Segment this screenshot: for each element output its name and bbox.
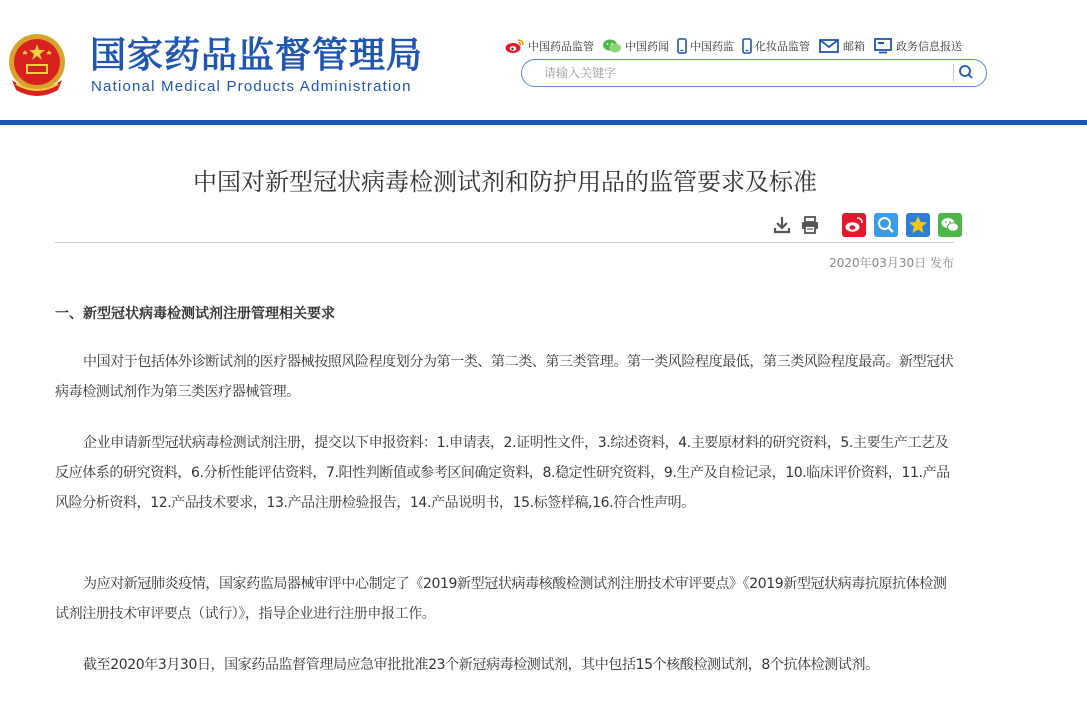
- download-button[interactable]: [772, 215, 792, 235]
- top-link-label: 中国药闻: [625, 40, 669, 53]
- share-wechat-button[interactable]: [938, 213, 962, 237]
- title-divider: [55, 242, 954, 243]
- qzone-share-icon: [874, 213, 898, 237]
- article-title: 中国对新型冠状病毒检测试剂和防护用品的监管要求及标准: [193, 168, 817, 196]
- top-link-mail[interactable]: [818, 38, 865, 54]
- section-heading: 一、新型冠状病毒检测试剂注册管理相关要求: [55, 306, 335, 322]
- share-weibo-button[interactable]: [842, 213, 866, 237]
- top-link-mobile-2[interactable]: [742, 38, 810, 54]
- weibo-icon: [505, 38, 525, 54]
- search-button[interactable]: [953, 64, 978, 82]
- search-input[interactable]: [544, 65, 944, 81]
- site-logo-subtitle: National Medical Products Administration: [91, 78, 412, 95]
- article-paragraph: 中国对于包括体外诊断试剂的医疗器械按照风险程度划分为第一类、第二类、第三类管理。第一类风险程度最低，第三类风险程度最高。新型冠状病毒检测试剂作为第三类医疗器械管理。: [55, 354, 954, 400]
- top-link-label: 政务信息报送: [896, 40, 962, 53]
- top-link-wechat[interactable]: [602, 38, 669, 54]
- publish-date: 2020年03月30日 发布: [829, 256, 954, 270]
- mail-icon: [818, 38, 840, 54]
- top-link-mobile-1[interactable]: [677, 38, 734, 54]
- mobile-icon: [677, 38, 687, 54]
- article-paragraph: 截至2020年3月30日，国家药品监督管理局应急审批批准23个新冠病毒检测试剂，其中包括15个核酸检测试剂，8个抗体检测试剂。: [83, 657, 879, 673]
- header-divider: [0, 120, 1087, 125]
- site-header: [0, 0, 1087, 120]
- article-toolbar: [772, 212, 970, 238]
- site-logo-title[interactable]: 国家药品监督管理局: [90, 35, 424, 76]
- top-link-weibo[interactable]: [505, 38, 594, 54]
- article-paragraph: 企业申请新型冠状病毒检测试剂注册，提交以下申报资料：1.申请表，2.证明性文件，3.综述资料，4.主要原材料的研究资料，5.主要生产工艺及反应体系的研究资料，6.分析性能评估资料，7.阳性判断值或参考区间确定资料，8.稳定性研究资料，9.生产及自检记录，10.临床评价资料，11.产品风险分析资料，12.产品技术要求，13.产品注册检验报告，14.产品说明书，15.标签样稿,16.符合性声明。: [55, 435, 950, 511]
- top-links: [505, 37, 970, 55]
- mobile-icon: [742, 38, 752, 54]
- search-icon: [958, 64, 974, 80]
- search-box: [521, 59, 987, 87]
- download-icon: [772, 215, 792, 235]
- star-share-icon: [906, 213, 930, 237]
- top-link-label: 中国药监: [690, 40, 734, 53]
- top-link-label: 邮箱: [843, 40, 865, 53]
- top-link-report[interactable]: [873, 38, 962, 54]
- share-qzone-button[interactable]: [874, 213, 898, 237]
- top-link-label: 中国药品监管: [528, 40, 594, 53]
- national-emblem-icon: [6, 28, 68, 98]
- print-icon: [800, 215, 820, 235]
- top-link-label: 化妆品监管: [755, 40, 810, 53]
- monitor-icon: [873, 38, 893, 54]
- share-star-button[interactable]: [906, 213, 930, 237]
- weibo-share-icon: [842, 213, 866, 237]
- print-button[interactable]: [800, 215, 820, 235]
- wechat-share-icon: [938, 213, 962, 237]
- article-paragraph: 为应对新冠肺炎疫情，国家药监局器械审评中心制定了《2019新型冠状病毒核酸检测试剂注册技术审评要点》《2019新型冠状病毒抗原抗体检测试剂注册技术审评要点（试行）》，指导企业进行注册申报工作。: [55, 576, 947, 622]
- wechat-icon: [602, 38, 622, 54]
